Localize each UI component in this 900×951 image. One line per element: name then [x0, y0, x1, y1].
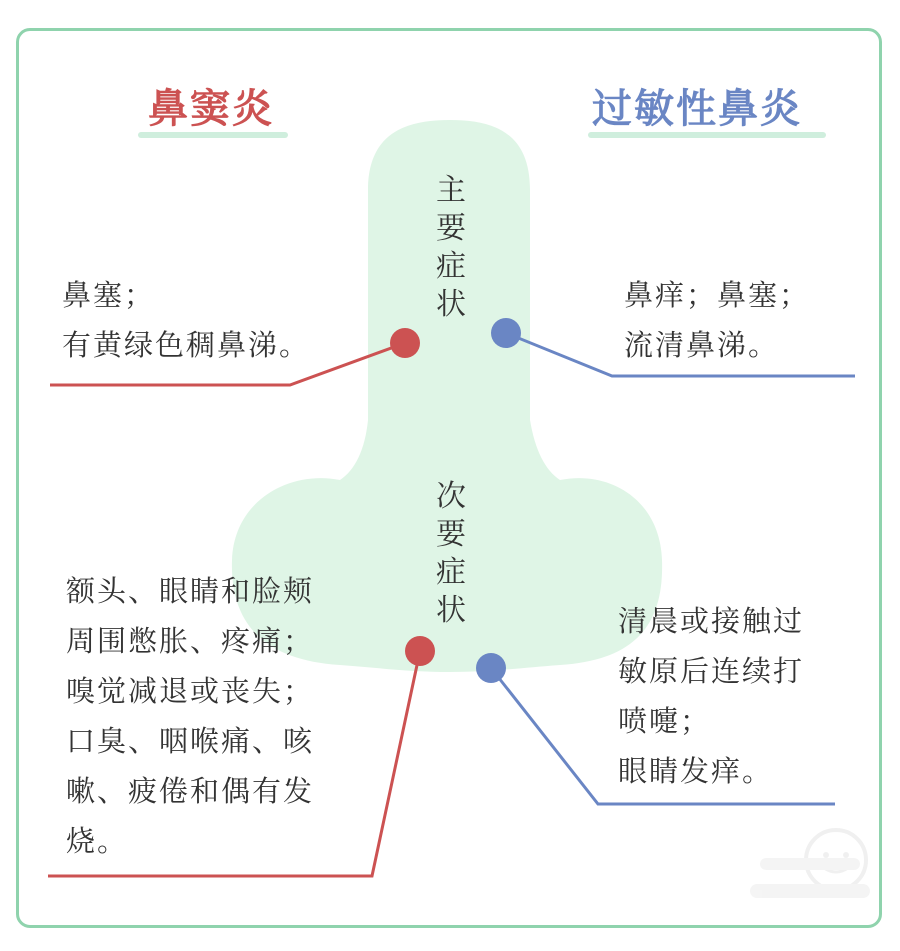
allergic-rhinitis-title: 过敏性鼻炎	[592, 86, 802, 132]
allergic-main-dot	[491, 318, 521, 348]
symptom-line: 烧。	[66, 824, 129, 858]
symptom-line: 嗽、疲倦和偶有发	[66, 774, 315, 808]
watermark-logo-icon	[750, 830, 870, 898]
symptom-line: 眼睛发痒。	[618, 754, 774, 788]
sinusitis-title: 鼻窦炎	[148, 86, 274, 132]
symptom-line: 敏原后连续打	[618, 654, 805, 688]
sinusitis-secondary-dot	[405, 636, 435, 666]
sinusitis-title-underline	[138, 132, 288, 138]
allergic-main-symptoms	[624, 270, 810, 370]
allergic-secondary-symptoms	[618, 596, 804, 796]
symptom-line: 鼻塞；	[62, 278, 156, 312]
secondary-symptoms-label: 次 要 症 状	[436, 479, 466, 628]
main-symptoms-label: 主 要 症 状	[436, 173, 466, 322]
symptom-line: 额头、眼睛和脸颊	[66, 574, 315, 608]
symptom-line: 周围憋胀、疼痛；	[66, 624, 315, 658]
allergic-rhinitis-title-underline	[588, 132, 826, 138]
symptom-line: 有黄绿色稠鼻涕。	[62, 328, 311, 362]
sinusitis-main-symptoms	[62, 270, 310, 370]
symptom-line: 流清鼻涕。	[624, 328, 780, 362]
sinusitis-secondary-symptoms	[66, 566, 314, 866]
sinusitis-main-dot	[390, 328, 420, 358]
symptom-line: 鼻痒；鼻塞；	[624, 278, 811, 312]
symptom-line: 清晨或接触过	[618, 604, 805, 638]
allergic-secondary-dot	[476, 653, 506, 683]
symptom-line: 喷嚏；	[618, 704, 712, 738]
symptom-line: 口臭、咽喉痛、咳	[66, 724, 315, 758]
symptom-line: 嗅觉减退或丧失；	[66, 674, 315, 708]
